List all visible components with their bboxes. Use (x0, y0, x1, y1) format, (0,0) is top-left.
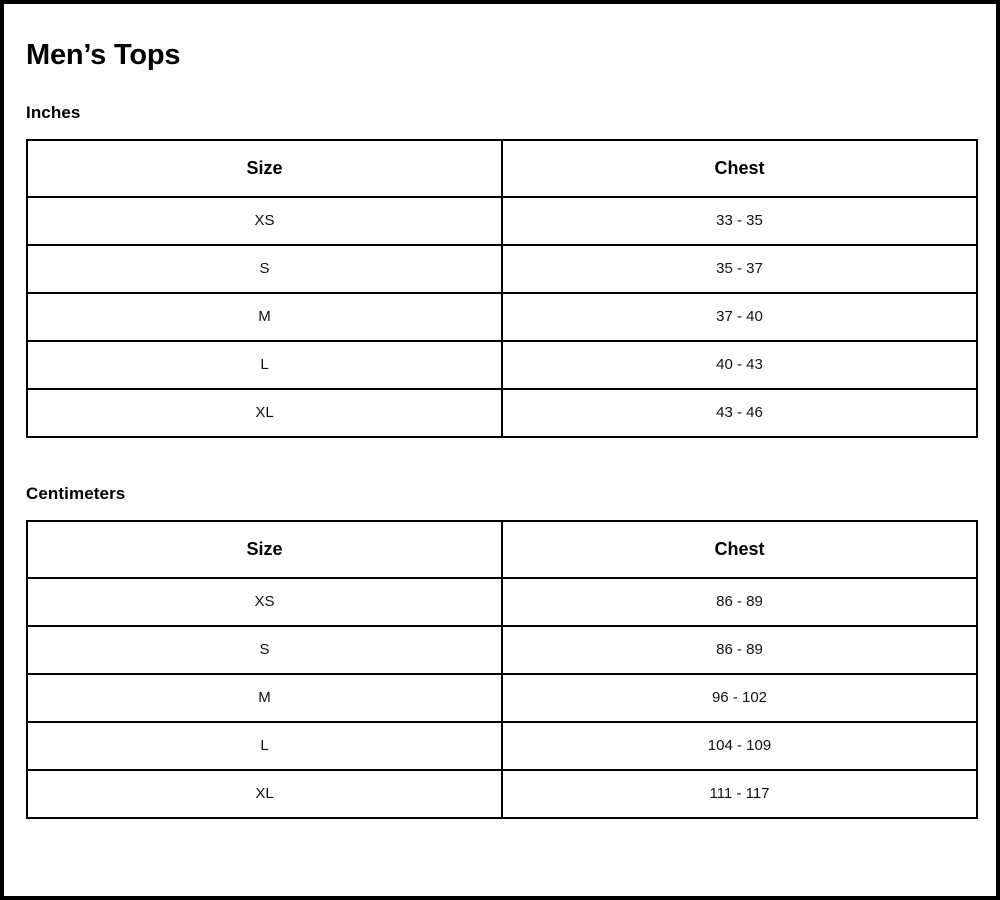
column-header-chest: Chest (502, 521, 977, 578)
cell-chest: 86 - 89 (502, 626, 977, 674)
cell-size: XS (27, 578, 502, 626)
table-row (27, 674, 977, 722)
cell-size: M (27, 293, 502, 341)
cell-size: M (27, 674, 502, 722)
column-header-chest: Chest (502, 140, 977, 197)
cell-size: L (27, 341, 502, 389)
cell-chest: 96 - 102 (502, 674, 977, 722)
cell-chest: 37 - 40 (502, 293, 977, 341)
table-row (27, 770, 977, 818)
cell-size: S (27, 626, 502, 674)
table-row (27, 578, 977, 626)
column-header-size: Size (27, 140, 502, 197)
table-header-row (27, 140, 977, 197)
table-row (27, 293, 977, 341)
table-header-row (27, 521, 977, 578)
cell-size: L (27, 722, 502, 770)
cell-size: XS (27, 197, 502, 245)
cell-size: XL (27, 389, 502, 437)
size-table-inches (26, 139, 978, 438)
section-heading-centimeters: Centimeters (26, 483, 126, 503)
cell-size: XL (27, 770, 502, 818)
cell-chest: 33 - 35 (502, 197, 977, 245)
cell-chest: 86 - 89 (502, 578, 977, 626)
cell-chest: 104 - 109 (502, 722, 977, 770)
table-row (27, 722, 977, 770)
column-header-size: Size (27, 521, 502, 578)
cell-chest: 43 - 46 (502, 389, 977, 437)
table-row (27, 626, 977, 674)
cell-chest: 35 - 37 (502, 245, 977, 293)
table-row (27, 341, 977, 389)
size-table-centimeters (26, 520, 978, 819)
section-inches (25, 103, 976, 438)
section-centimeters (25, 484, 976, 819)
table-row (27, 389, 977, 437)
table-row (27, 197, 977, 245)
cell-chest: 111 - 117 (502, 770, 977, 818)
table-row (27, 245, 977, 293)
section-heading-inches: Inches (26, 102, 81, 122)
cell-chest: 40 - 43 (502, 341, 977, 389)
cell-size: S (27, 245, 502, 293)
page-title: Men’s Tops (26, 39, 181, 71)
